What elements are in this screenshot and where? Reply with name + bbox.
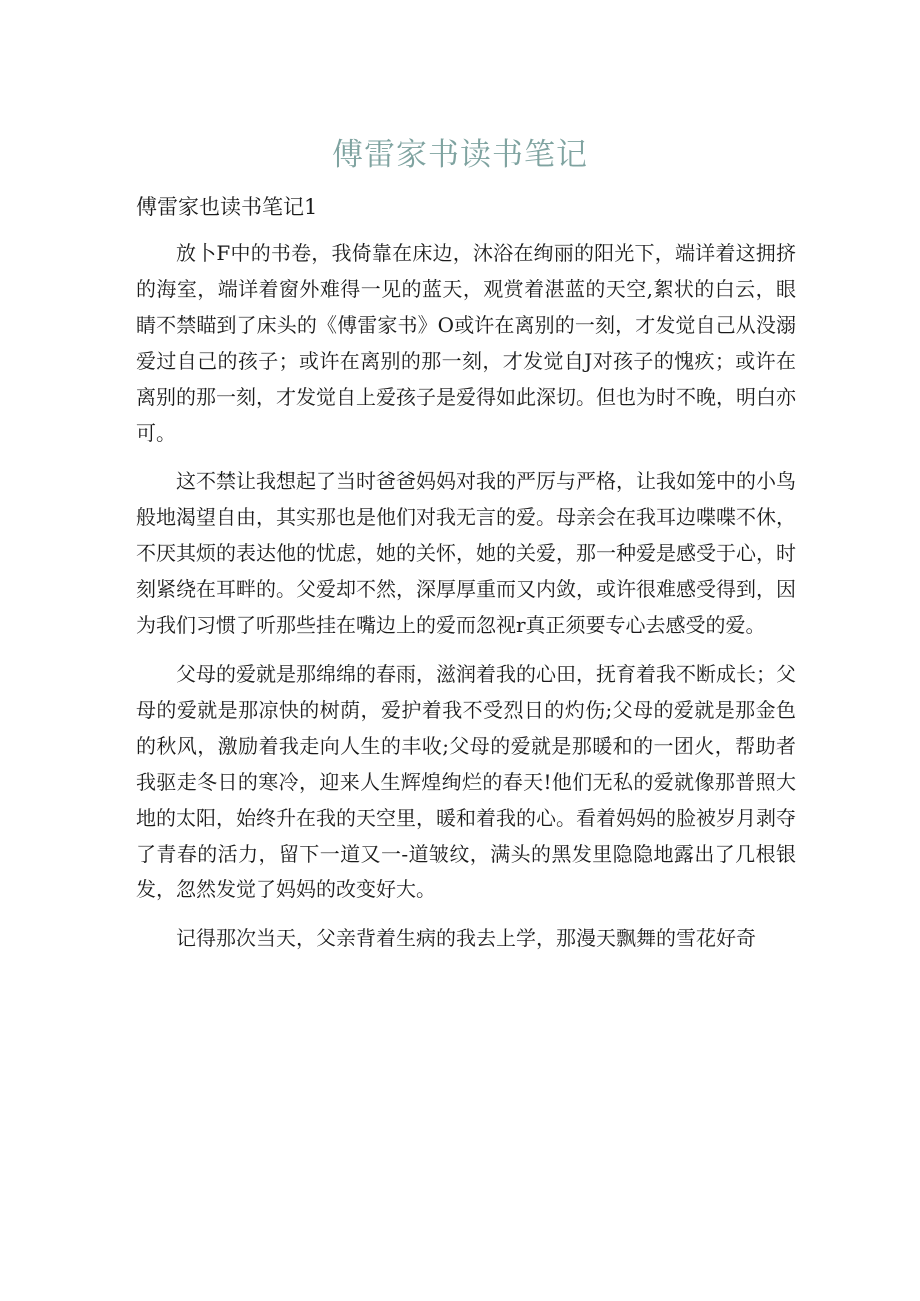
document-body [136,236,796,970]
document-subtitle: 傅雷家也读书笔记1 [136,195,318,219]
paragraph: 父母的爱就是那绵绵的春雨，滋润着我的心田，抚育着我不断成长；父母的爱就是那凉快的树荫，爱护着我不受烈日的灼伤;父母的爱就是那金色的秋风，激励着我走向人生的丰收;父母的爱就是那暖和的一团火，帮助者我驱走冬日的寒冷，迎来人生辉煌绚烂的春天!他们无私的爱就像那普照大地的太阳，始终升在我的天空里，暖和着我的心。看着妈妈的脸被岁月剥夺了青春的活力，留下一道又一-道皱纹，满头的黑发里隐隐地露出了几根银发，忽然发觉了妈妈的改变好大。 [136,661,796,902]
paragraph: 这不禁让我想起了当时爸爸妈妈对我的严厉与严格，让我如笼中的小鸟般地渴望自由，其实那也是他们对我无言的爱。母亲会在我耳边喋喋不休，不厌其烦的表达他的忧虑，她的关怀，她的关爱，那一种爱是感受于心，时刻紧绕在耳畔的。父爱却不然，深厚厚重而又内敛，或许很难感受得到，因为我们习惯了听那些挂在嘴边上的爱而忽视r真正须要专心去感受的爱。 [136,469,796,638]
paragraph: 放卜F中的书卷，我倚靠在床边，沐浴在绚丽的阳光下，端详着这拥挤的海室，端详着窗外难得一见的蓝天，观赏着湛蓝的天空,絮状的白云，眼睛不禁瞄到了床头的《傅雷家书》O或许在离别的一刻，才发觉自己从没溺爱过自己的孩子；或许在离别的那一刻，才发觉自J对孩子的愧疚；或许在离别的那一刻，才发觉自上爱孩子是爱得如此深切。但也为时不晚，明白亦可。 [136,241,796,445]
paragraph: 记得那次当天，父亲背着生病的我去上学，那漫天飘舞的雪花好奇 [176,926,756,951]
document-title: 傅雷家书读书笔记 [332,137,588,173]
